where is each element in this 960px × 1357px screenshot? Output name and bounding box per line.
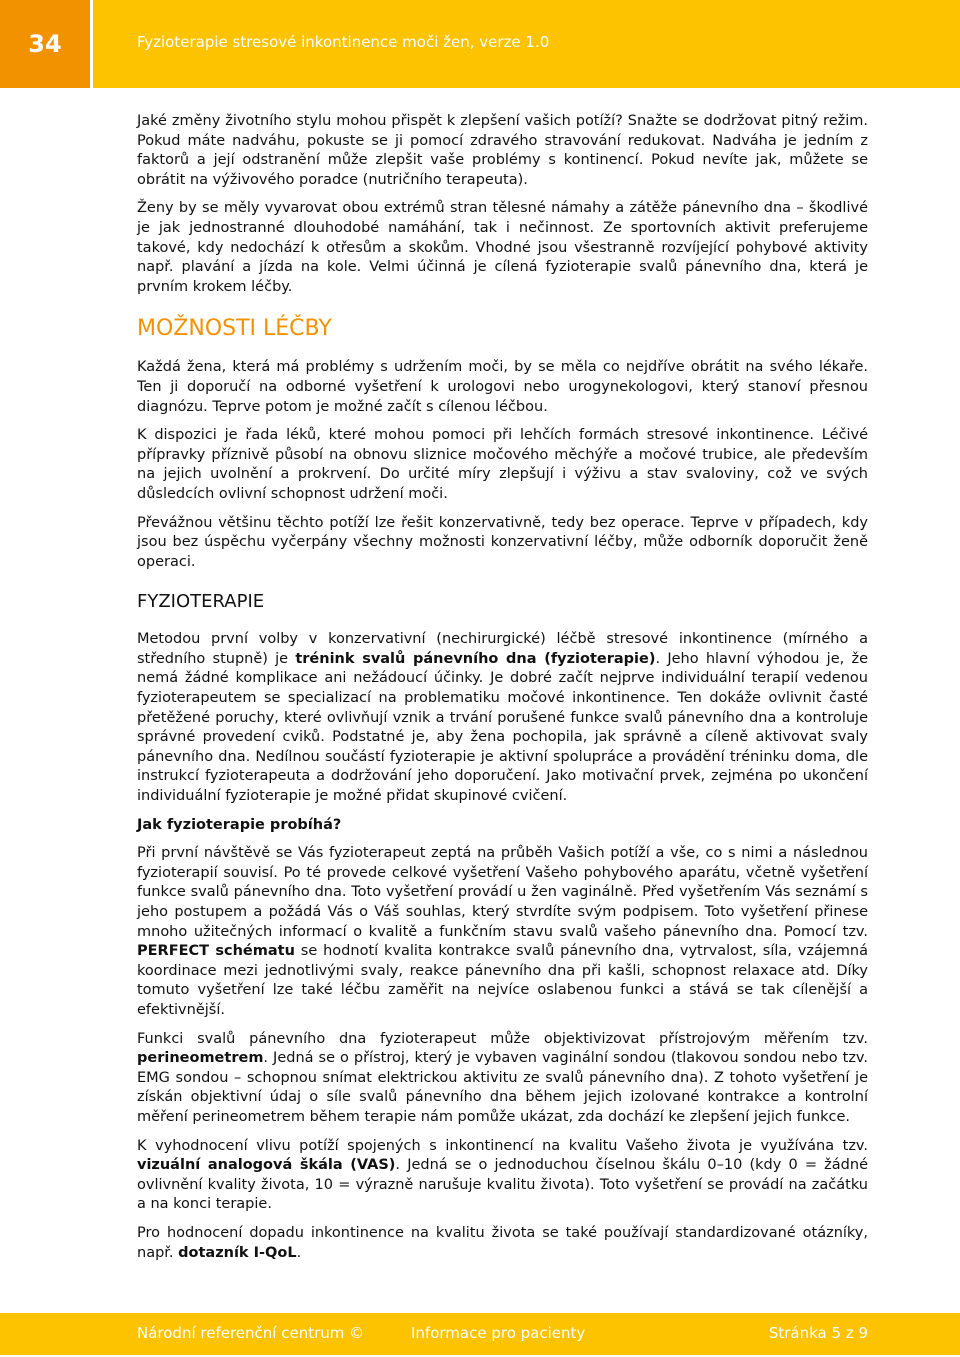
page-content bbox=[137, 112, 868, 1272]
footer-organization: Národní referenční centrum © bbox=[137, 1324, 365, 1342]
paragraph-how-3 bbox=[137, 1137, 868, 1215]
text-run: Pro hodnocení dopadu inkontinence na kvalitu života se také používají standardizované otázníky, např. bbox=[137, 1224, 868, 1261]
paragraph-lifestyle-2: Ženy by se měly vyvarovat obou extrémů stran tělesné námahy a zátěže pánevního dna – škodlivé je jak jednostranné dlouhodobé namáhání, tak i nečinnost. Ze sportovních aktivit preferujeme takové, kdy nedochází k otřesům a skokům. Vhodné jsou všestranně rozvíjející pohybové aktivity např. plavání a jízda na kole. Velmi účinná je cílená fyzioterapie svalů pánevního dna, která je prvním krokem léčby. bbox=[137, 200, 868, 295]
bold-term-i-qol: dotazník I-QoL bbox=[178, 1244, 297, 1261]
text-run: Metodou první volby v konzervativní (nechirurgické) léčbě stresové inkontinence (mírného a středního stupně) je bbox=[137, 631, 868, 667]
paragraph-treatment-2: K dispozici je řada léků, které mohou pomoci při lehčích formách stresové inkontinence. Léčivé přípravky příznivě působí na obnovu sliznice močového měchýře a močové trubice, ale především na jejich uvolnění a prokrvení. Do určité míry zlepšují i výživu a stav svaloviny, což ve svých důsledcích ovlivní schopnost udržení moči. bbox=[137, 427, 868, 502]
paragraph-lifestyle-1: Jaké změny životního stylu mohou přispět k zlepšení vašich potíží? Snažte se dodržovat pitný režim. Pokud máte nadváhu, pokuste se ji pomocí zdravého stravování redukovat. Nadváha je jedním z faktorů a její odstranění může zlepšit vaše problémy s kontinencí. Pokud nevíte jak, můžete se obrátit na výživového poradce (nutričního terapeuta). bbox=[137, 113, 868, 188]
paragraph-how-4 bbox=[137, 1224, 868, 1263]
footer-page-indicator: Stránka 5 z 9 bbox=[768, 1324, 868, 1342]
paragraph-physio-1 bbox=[137, 630, 868, 806]
document-title: Fyzioterapie stresové inkontinence moči žen, verze 1.0 bbox=[137, 33, 550, 51]
bold-term-perineometer: perineometrem bbox=[137, 1050, 264, 1067]
paragraph-treatment-3: Převážnou většinu těchto potíží lze řešit konzervativně, tedy bez operace. Teprve v případech, kdy jsou bez úspěchu vyčerpány všechny možnosti konzervativní léčby, může odborník doporučit ženě operaci. bbox=[137, 514, 868, 570]
heading-treatment-options: MOŽNOSTI LÉČBY bbox=[137, 316, 332, 342]
page-header bbox=[0, 0, 960, 88]
paragraph-how-1 bbox=[137, 844, 868, 1020]
text-run: . Jedná se o jednoduchou číselnou škálu 0–10 (kdy 0 = žádné ovlivnění kvality života, 10 = výrazně narušuje kvalitu života). Toto vyšetření se provádí na začátku a na konci terapie. bbox=[137, 1157, 868, 1213]
page-footer bbox=[0, 1313, 960, 1355]
page-number-box bbox=[0, 0, 90, 88]
paragraph-how-2 bbox=[137, 1030, 868, 1128]
text-run: K vyhodnocení vlivu potíží spojených s inkontinencí na kvalitu Vašeho života je využívána tzv. bbox=[137, 1137, 868, 1154]
heading-how-physio-works: Jak fyzioterapie probíhá? bbox=[137, 816, 342, 833]
text-run: Při první návštěvě se Vás fyzioterapeut zeptá na průběh Vašich potíží a vše, co s nimi a následnou fyzioterapií souvisí. Po té provede celkové vyšetření Vašeho pohybového aparátu, včetně vyšetření funkce svalů pánevního dna. Toto vyšetření provádí u žen vaginálně. Před vyšetřením Vás seznámí s jeho postupem a požádá Vás o Váš souhlas, který stvrdíte svým podpisem. Toto vyšetření přinese mnoho užitečných informací o kvalitě a funkčním stavu svalů vašeho pánevního dna. Pomocí tzv. bbox=[137, 845, 868, 940]
text-run: . Jeho hlavní výhodou je, že nemá žádné komplikace ani nežádoucí účinky. Je dobré začít nejprve individuální terapií vedenou fyzioterapeutem se specializací na problematiku močové inkontinence. Ten dokáže ovlivnit časté přetěžené poruchy, které ovlivňují vznik a trvání porušené funkce svalů pánevního dna a kontroluje správné provedení cviků. Podstatné je, aby žena pochopila, jak správně a cíleně aktivovat svaly pánevního dna. Nedílnou součástí fyzioterapie je aktivní spolupráce a provádění tréninku doma, dle instrukcí fyzioterapeuta a dodržování jeho doporučení. Jako motivační prvek, zejména po ukončení individuální fyzioterapie je možné přidat skupinové cvičení. bbox=[137, 650, 868, 805]
paragraph-treatment-1: Každá žena, která má problémy s udržením moči, by se měla co nejdříve obrátit na svého lékaře. Ten ji doporučí na odborné vyšetření k urologovi nebo urogynekologovi, který stanoví přesnou diagnózu. Teprve potom je možné začít s cílenou léčbou. bbox=[137, 359, 868, 415]
text-run: . Jedná se o přístroj, který je vybaven vaginální sondou (tlakovou sondou nebo tzv. EMG sondou – schopnou snímat elektrickou aktivitu ze svalů pánevního dna). Z tohoto vyšetření je získán objektivní údaj o síle svalů pánevního dna během jejich izolované kontrakce a kontrolní měření perineometrem během terapie nám pomůže ukázat, zda dochází ke zlepšení jejich funkce. bbox=[137, 1050, 868, 1125]
heading-physiotherapy: FYZIOTERAPIE bbox=[137, 591, 265, 613]
header-bar bbox=[93, 0, 960, 88]
text-run: se hodnotí kvalita kontrakce svalů pánevního dna, vytrvalost, síla, vzájemná koordinace mezi jednotlivými svaly, reakce pánevního dna při kašli, schopnost relaxace atd. Díky tomuto vyšetření lze také léčbu zaměřit na nejvíce oslabenou funkci a stává se tak cílenější a efektivnější. bbox=[137, 943, 868, 1018]
text-run: . bbox=[296, 1244, 302, 1261]
page-number: 34 bbox=[28, 30, 62, 58]
text-run: Funkci svalů pánevního dna fyzioterapeut může objektivizovat přístrojovým měřením tzv. bbox=[137, 1030, 868, 1047]
bold-term-perfect-scheme: PERFECT schématu bbox=[137, 943, 295, 960]
bold-term-vas: vizuální analogová škála (VAS) bbox=[137, 1157, 396, 1174]
bold-term-pelvic-floor-training: trénink svalů pánevního dna (fyzioterapie) bbox=[295, 650, 656, 667]
footer-section: Informace pro pacienty bbox=[411, 1324, 586, 1342]
